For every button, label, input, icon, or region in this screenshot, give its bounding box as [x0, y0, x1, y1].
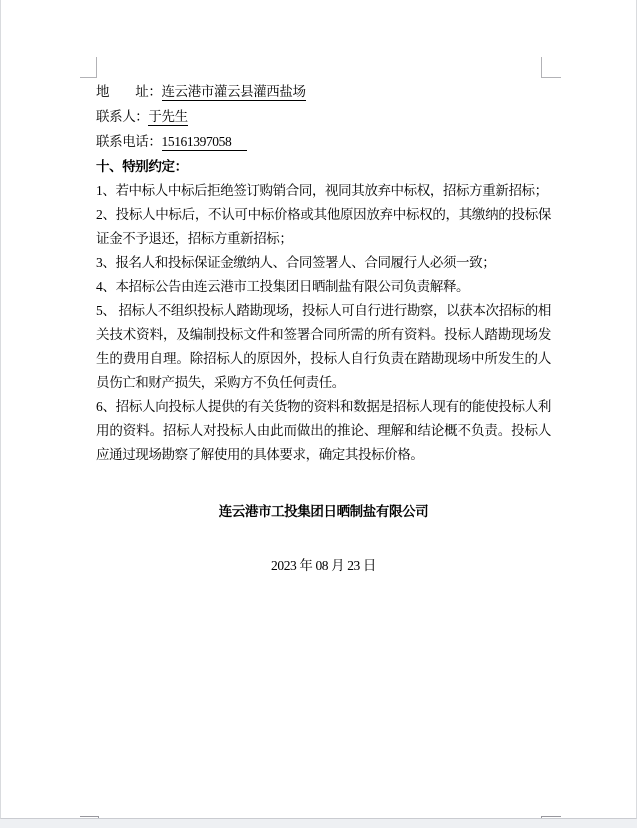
signature-date: 2023 年 08 月 23 日	[271, 558, 376, 573]
text-boundary-mark-top-left	[80, 57, 97, 78]
clause-4: 4、本招标公告由连云港市工投集团日晒制盐有限公司负责解释。	[96, 279, 470, 294]
section-heading: 十、特别约定：	[96, 159, 188, 174]
clause-1: 1、若中标人中标后拒绝签订购销合同，视同其放弃中标权，招标方重新招标；	[96, 183, 548, 198]
phone-label: 联系电话：	[96, 134, 162, 149]
phone-line	[96, 129, 551, 154]
contact-person-value: 于先生	[148, 109, 188, 124]
address-label: 地 址：	[96, 84, 162, 99]
address-value: 连云港市灌云县灌西盐场	[161, 84, 306, 99]
clause-2: 2、投标人中标后，不认可中标价格或其他原因放弃中标权的，其缴纳的投标保证金不予退还，招标方重新招标；	[96, 207, 551, 246]
text-boundary-mark-top-right	[541, 57, 561, 78]
address-line	[96, 79, 551, 104]
phone-value: 15161397058	[161, 134, 248, 149]
signature-company: 连云港市工投集团日晒制盐有限公司	[218, 504, 429, 519]
clause-6: 6、招标人向投标人提供的有关货物的资料和数据是招标人现有的能使投标人利用的资料。招标人对投标人由此而做出的推论、理解和结论概不负责。投标人应通过现场勘察了解使用的具体要求，确定其投标价格。	[96, 399, 551, 462]
contact-person-line	[96, 104, 551, 129]
clause-5: 5、 招标人不组织投标人踏勘现场，投标人可自行进行勘察，以获本次招标的相关技术资料，及编制投标文件和签署合同所需的所有资料。投标人踏勘现场发生的费用自理。除招标人的原因外，投标人自行负责在踏勘现场中所发生的人员伤亡和财产损失，采购方不负任何责任。	[96, 303, 551, 390]
text-boundary-mark-bottom-left	[80, 816, 99, 819]
clause-3: 3、报名人和投标保证金缴纳人、合同签署人、合同履行人必须一致；	[96, 255, 496, 270]
contact-person-label: 联系人：	[96, 109, 149, 124]
page-content	[96, 79, 551, 578]
text-boundary-mark-bottom-right	[541, 816, 561, 819]
